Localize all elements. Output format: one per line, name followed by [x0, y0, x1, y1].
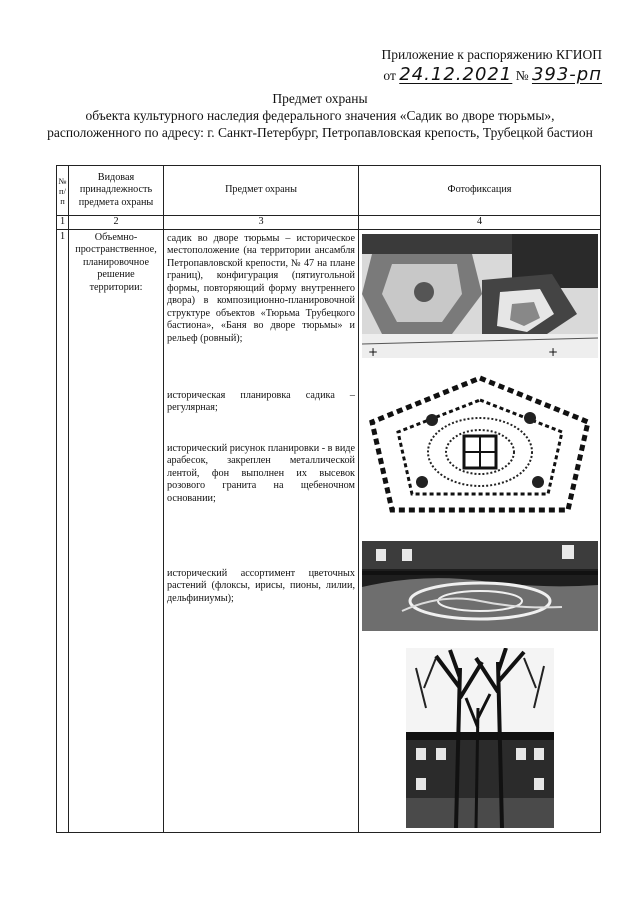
subject-item-plants: исторический ассортимент цветочных растений (флоксы, ирисы, пионы, лилии, дельфиниумы); — [167, 567, 355, 604]
title-line-1: Предмет охраны — [272, 91, 368, 106]
subject-item-location: садик во дворе тюрьмы – историческое местоположение (на территории ансамбля Петропавловской крепости, № 47 на плане границ), конфигурация (пятиугольной формы, повторяющий форму внутреннего двора) в композиционно-планировочной структуре объектов «Тюрьма Трубецкого бастиона», «Баня во дворе тюрьмы» и рельеф (ровный); — [167, 232, 355, 344]
number-prefix: № — [515, 68, 529, 83]
date-handwritten: 24.12.2021 — [399, 64, 513, 85]
index-cell: 4 — [359, 216, 601, 230]
aerial-plan-photo — [362, 234, 598, 358]
index-cell: 2 — [69, 216, 164, 230]
protection-subject-table — [56, 165, 601, 833]
date-prefix: от — [383, 68, 396, 83]
svg-text:+: + — [547, 344, 558, 358]
index-cell: 3 — [164, 216, 359, 230]
photo-cell — [359, 229, 601, 832]
number-handwritten: 393-рп — [531, 64, 602, 85]
date-number-line — [381, 66, 602, 85]
subject-item-layout: историческая планировка садика – регулярная; — [167, 389, 355, 413]
table-index-row — [57, 216, 601, 230]
index-cell: 1 — [57, 216, 69, 230]
courtyard-trees-photo — [406, 648, 554, 828]
appendix-line: Приложение к распоряжению КГИОП — [381, 47, 602, 62]
title-line-2: объекта культурного наследия федерального значения «Садик во дворе тюрьмы», — [85, 108, 555, 123]
table-row — [57, 229, 601, 832]
document-header — [381, 46, 602, 85]
row-subjects — [164, 229, 359, 832]
svg-text:+: + — [367, 344, 378, 358]
document-title — [0, 90, 640, 141]
layout-scheme-drawing — [362, 370, 598, 520]
title-line-3: расположенного по адресу: г. Санкт-Петербург, Петропавловская крепость, Трубецкой бастион — [47, 125, 593, 140]
header-num: № п/п — [57, 166, 69, 216]
header-photo: Фотофиксация — [359, 166, 601, 216]
header-type: Видовая принадлежность предмета охраны — [69, 166, 164, 216]
table-header-row — [57, 166, 601, 216]
row-num: 1 — [57, 229, 69, 832]
garden-photo — [362, 541, 598, 631]
subject-item-pattern: исторический рисунок планировки - в виде арабесок, закреплен металлической лентой, фон выполнен их высевок розового гранита на щебеночном основании; — [167, 442, 355, 504]
header-subject: Предмет охраны — [164, 166, 359, 216]
row-type: Объемно-пространственное, планировочное решение территории: — [69, 229, 164, 832]
